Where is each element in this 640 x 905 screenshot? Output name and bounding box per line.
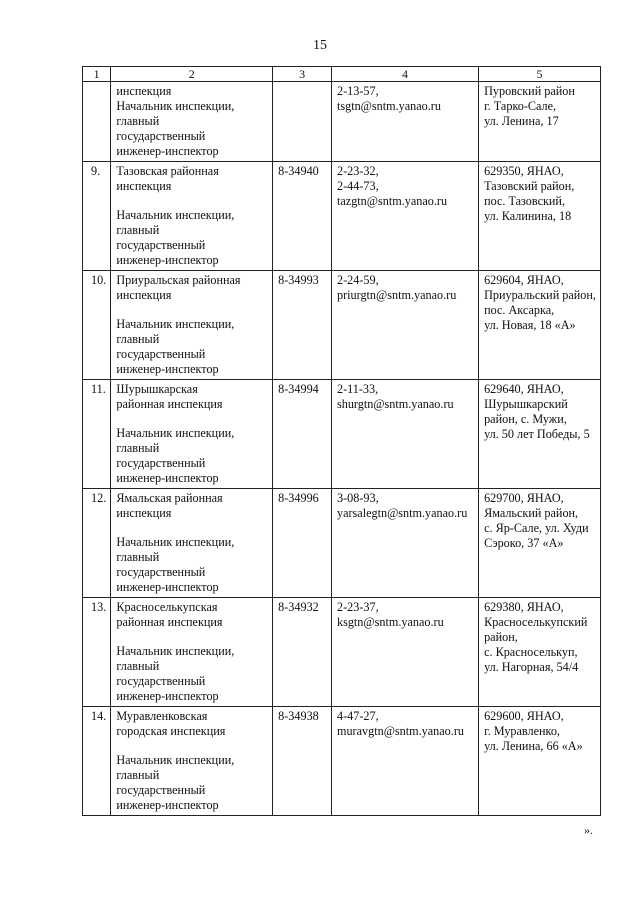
position-title-line: главный	[116, 768, 160, 782]
address-line: ул. Ленина, 66 «А»	[484, 739, 583, 753]
inspection-name-line: Ямальская районная	[116, 491, 223, 505]
contact-line: 2-44-73,	[336, 179, 379, 193]
address-line: ул. Ленина, 17	[484, 114, 559, 128]
phone-code: 8-34938	[278, 709, 319, 723]
table-row	[83, 380, 601, 489]
address-line: с. Красноселькуп,	[484, 645, 578, 659]
row-number-cell	[83, 707, 111, 816]
contact-line: 2-13-57,	[336, 84, 379, 98]
position-title-line: Начальник инспекции,	[116, 753, 235, 767]
column-header-2: 2	[111, 67, 273, 82]
position-title-line: Начальник инспекции,	[116, 99, 235, 113]
address-line: 629380, ЯНАО,	[484, 600, 564, 614]
inspection-name-line: районная инспекция	[116, 397, 223, 411]
position-title-line: инженер-инспектор	[116, 689, 219, 703]
position-title-line: главный	[116, 441, 160, 455]
spacer	[116, 303, 268, 317]
inspection-name-line: инспекция	[116, 179, 172, 193]
position-title-line: государственный	[116, 783, 206, 797]
column-header-5: 5	[479, 67, 601, 82]
position-title-line: государственный	[116, 347, 206, 361]
row-number-cell	[83, 162, 111, 271]
phone-code: 8-34932	[278, 600, 319, 614]
spacer	[116, 194, 268, 208]
phone-code: 8-34993	[278, 273, 319, 287]
column-header-3: 3	[273, 67, 332, 82]
position-title-line: государственный	[116, 456, 206, 470]
position-title-line: инженер-инспектор	[116, 144, 219, 158]
position-title-line: главный	[116, 332, 160, 346]
spacer	[116, 630, 268, 644]
contact-line: ksgtn@sntm.yanao.ru	[336, 615, 444, 629]
row-number: 12.	[91, 491, 107, 505]
column-header-4: 4	[331, 67, 478, 82]
address-line: с. Яр-Сале, ул. Худи	[484, 521, 589, 535]
address-cell	[479, 271, 601, 380]
contact-line: priurgtn@sntm.yanao.ru	[336, 288, 457, 302]
inspection-name-line: Красноселькупская	[116, 600, 218, 614]
address-cell	[479, 598, 601, 707]
position-title-line: инженер-инспектор	[116, 580, 219, 594]
address-line: Приуральский район,	[484, 288, 596, 302]
phone-code-cell	[273, 707, 332, 816]
contact-line: shurgtn@sntm.yanao.ru	[336, 397, 454, 411]
contact-cell	[331, 489, 478, 598]
row-number: 13.	[91, 600, 107, 614]
row-number-cell	[83, 271, 111, 380]
contact-line: tsgtn@sntm.yanao.ru	[336, 99, 441, 113]
address-line: Красноселькупский	[484, 615, 588, 629]
table-row	[83, 82, 601, 162]
table-row	[83, 162, 601, 271]
phone-code-cell	[273, 598, 332, 707]
position-title-line: Начальник инспекции,	[116, 426, 235, 440]
position-title-line: инженер-инспектор	[116, 798, 219, 812]
address-line: 629640, ЯНАО,	[484, 382, 564, 396]
address-line: пос. Тазовский,	[484, 194, 565, 208]
table-body	[83, 82, 601, 816]
position-title-line: главный	[116, 659, 160, 673]
page-number: 15	[313, 38, 327, 53]
position-title-line: государственный	[116, 674, 206, 688]
contact-cell	[331, 707, 478, 816]
address-line: ул. Нагорная, 54/4	[484, 660, 579, 674]
contact-line: 2-11-33,	[336, 382, 379, 396]
row-number-cell	[83, 380, 111, 489]
position-title-line: Начальник инспекции,	[116, 317, 235, 331]
row-number: 11.	[91, 382, 106, 396]
table-row	[83, 707, 601, 816]
inspections-table	[82, 66, 601, 816]
address-line: ул. Калинина, 18	[484, 209, 572, 223]
contact-cell	[331, 82, 478, 162]
spacer	[116, 739, 268, 753]
position-title-line: главный	[116, 114, 160, 128]
row-number-cell	[83, 489, 111, 598]
address-line: ул. Новая, 18 «А»	[484, 318, 576, 332]
address-line: 629350, ЯНАО,	[484, 164, 564, 178]
phone-code-cell	[273, 489, 332, 598]
contact-cell	[331, 162, 478, 271]
table-row	[83, 598, 601, 707]
position-title-line: Начальник инспекции,	[116, 535, 235, 549]
phone-code: 8-34940	[278, 164, 319, 178]
address-line: 629604, ЯНАО,	[484, 273, 564, 287]
position-title-line: инженер-инспектор	[116, 362, 219, 376]
position-title-line: главный	[116, 550, 160, 564]
address-line: Шурышкарский	[484, 397, 568, 411]
contact-line: 2-23-32,	[336, 164, 379, 178]
inspection-name-cell	[111, 489, 273, 598]
inspection-name-line: районная инспекция	[116, 615, 223, 629]
phone-code-cell	[273, 380, 332, 489]
contact-line: 3-08-93,	[336, 491, 379, 505]
position-title-line: инженер-инспектор	[116, 471, 219, 485]
contact-cell	[331, 271, 478, 380]
inspection-name-line: Муравленковская	[116, 709, 208, 723]
phone-code-cell	[273, 82, 332, 162]
address-line: Ямальский район,	[484, 506, 579, 520]
row-number: 14.	[91, 709, 107, 723]
table-row	[83, 489, 601, 598]
inspection-name-cell	[111, 598, 273, 707]
address-line: Тазовский район,	[484, 179, 575, 193]
inspection-name-line: Тазовская районная	[116, 164, 219, 178]
address-cell	[479, 489, 601, 598]
column-header-1: 1	[83, 67, 111, 82]
address-line: пос. Аксарка,	[484, 303, 555, 317]
contact-line: muravgtn@sntm.yanao.ru	[336, 724, 464, 738]
address-cell	[479, 82, 601, 162]
inspection-name-line: инспекция	[116, 84, 172, 98]
inspection-name-cell	[111, 380, 273, 489]
address-line: район,	[484, 630, 518, 644]
table-row	[83, 271, 601, 380]
address-line: 629600, ЯНАО,	[484, 709, 564, 723]
phone-code-cell	[273, 271, 332, 380]
row-number: 10.	[91, 273, 107, 287]
row-number-cell	[83, 598, 111, 707]
inspection-name-cell	[111, 707, 273, 816]
position-title-line: государственный	[116, 129, 206, 143]
position-title-line: государственный	[116, 238, 206, 252]
closing-quote-mark: ».	[584, 823, 593, 837]
contact-cell	[331, 380, 478, 489]
inspection-name-line: Шурышкарская	[116, 382, 198, 396]
address-line: Сэроко, 37 «А»	[484, 536, 564, 550]
row-number-cell	[83, 82, 111, 162]
contact-line: tazgtn@sntm.yanao.ru	[336, 194, 448, 208]
row-number: 9.	[91, 164, 101, 178]
address-line: 629700, ЯНАО,	[484, 491, 564, 505]
address-line: Пуровский район	[484, 84, 575, 98]
inspection-name-line: городская инспекция	[116, 724, 226, 738]
phone-code: 8-34994	[278, 382, 319, 396]
address-cell	[479, 707, 601, 816]
position-title-line: Начальник инспекции,	[116, 208, 235, 222]
address-cell	[479, 380, 601, 489]
inspection-name-cell	[111, 162, 273, 271]
inspection-name-line: инспекция	[116, 506, 172, 520]
table-header-row	[83, 67, 601, 82]
contact-line: 4-47-27,	[336, 709, 379, 723]
inspection-name-line: инспекция	[116, 288, 172, 302]
contact-cell	[331, 598, 478, 707]
phone-code-cell	[273, 162, 332, 271]
contact-line: 2-24-59,	[336, 273, 379, 287]
address-line: район, с. Мужи,	[484, 412, 567, 426]
contact-line: 2-23-37,	[336, 600, 379, 614]
position-title-line: государственный	[116, 565, 206, 579]
address-line: г. Муравленко,	[484, 724, 560, 738]
spacer	[116, 412, 268, 426]
contact-line: yarsalegtn@sntm.yanao.ru	[336, 506, 468, 520]
position-title-line: Начальник инспекции,	[116, 644, 235, 658]
position-title-line: инженер-инспектор	[116, 253, 219, 267]
phone-code: 8-34996	[278, 491, 319, 505]
inspection-name-cell	[111, 271, 273, 380]
address-line: г. Тарко-Сале,	[484, 99, 557, 113]
spacer	[116, 521, 268, 535]
position-title-line: главный	[116, 223, 160, 237]
inspection-name-line: Приуральская районная	[116, 273, 241, 287]
address-cell	[479, 162, 601, 271]
inspection-name-cell	[111, 82, 273, 162]
address-line: ул. 50 лет Победы, 5	[484, 427, 590, 441]
